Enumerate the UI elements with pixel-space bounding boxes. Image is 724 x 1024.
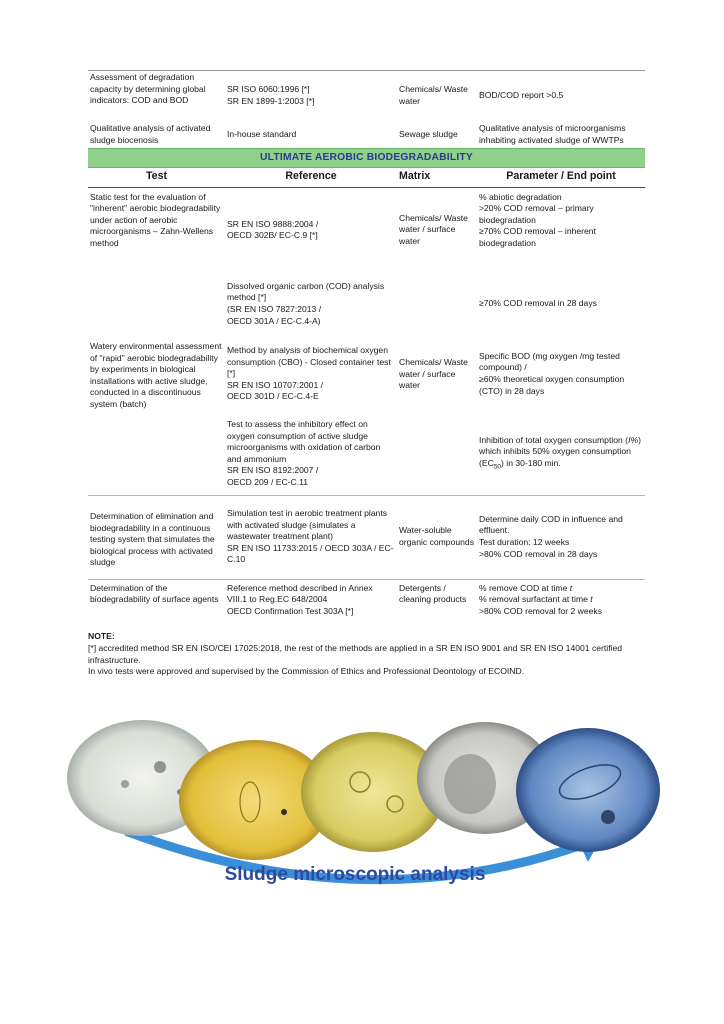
cell-parameter: Qualitative analysis of microorganisms inhabiting activated sludge of WWTPs xyxy=(479,123,626,145)
cell-matrix: Chemicals/ Waste water xyxy=(399,84,468,106)
table-row xyxy=(88,495,645,579)
banner-caption: Sludge microscopic analysis xyxy=(224,864,486,885)
cell-reference: Simulation test in aerobic treatment plants with activated sludge (simulates a wastewater treatment plant) SR EN ISO 11733:2015 / OECD 303A / EC-C.10 xyxy=(225,495,397,579)
methods-table-wrap xyxy=(88,70,645,619)
table-row xyxy=(88,122,645,148)
cell-reference: Dissolved organic carbon (COD) analysis method [*] (SR EN ISO 7827:2013 / OECD 301A / EC-C.4-A) xyxy=(227,280,385,326)
cell-reference: Reference method described in Annex VIII.1 to Reg.EC 648/2004 OECD Confirmation Test 303A [*] xyxy=(225,579,397,619)
note-title: NOTE: xyxy=(88,631,115,641)
header-reference: Reference xyxy=(225,167,397,187)
cell-reference: Method by analysis of biochemical oxygen consumption (CBO) - Closed container test [*] SR EN ISO 10707:2001 / OECD 301D / EC-C.4-E xyxy=(227,345,391,402)
cell-reference: In-house standard xyxy=(227,128,297,139)
micrograph-5 xyxy=(516,728,660,852)
header-matrix: Matrix xyxy=(397,167,477,187)
cell-parameter: Inhibition of total oxygen consumption (I%) which inhibits 50% oxygen consumption $(EC_{50})$ in 30-180 min. xyxy=(479,434,641,471)
section-title: ULTIMATE AEROBIC BIODEGRADABILITY xyxy=(88,148,645,167)
note-line: [*] accredited method SR EN ISO/CEI 17025:2018, the rest of the methods are applied in a SR EN ISO 9001 and SR EN ISO 14001 certified infrastructure. xyxy=(88,642,623,665)
cell-matrix: Chemicals/ Waste water / surface water xyxy=(399,212,468,247)
cell-test: Static test for the evaluation of "inherent" aerobic biodegradability under action of aerobic microorganisms – Zahn-Wellens method xyxy=(90,191,221,248)
cell-test: Assessment of degradation capacity by determining global indicators: COD and BOD xyxy=(90,72,206,106)
cell-matrix: Sewage sludge xyxy=(399,128,458,139)
section-band xyxy=(88,148,645,167)
table-row xyxy=(88,273,645,335)
note-line: In vivo tests were approved and supervised by the Commission of Ethics and Professional Deontology of ECOIND. xyxy=(88,666,525,677)
cell-parameter: Determine daily COD in influence and effluent. Test duration: 12 weeks >80% COD removal in 28 days xyxy=(477,495,645,579)
table-header-row xyxy=(88,167,645,187)
cell-matrix: Chemicals/ Waste water / surface water xyxy=(399,357,468,391)
cell-test: Qualitative analysis of activated sludge biocenosis xyxy=(90,123,211,145)
table-row xyxy=(88,70,645,122)
table-row xyxy=(88,579,645,619)
table-row xyxy=(88,335,645,413)
header-test: Test xyxy=(88,167,225,187)
cell-parameter: % abiotic degradation >20% COD removal – primary biodegradation ≥70% COD removal – inherent biodegradation xyxy=(479,191,596,248)
cell-test: Determination of elimination and biodegradability in a continuous testing system that simulates the biological process with activated sludge xyxy=(88,495,225,579)
cell-test: Watery environmental assessment of "rapid" aerobic biodegradability by experiments in biological installations with active sludge, conducted in a discontinuous system (batch) xyxy=(90,341,222,409)
header-parameter: Parameter / End point xyxy=(477,167,645,187)
cell-parameter: ≥70% COD removal in 28 days xyxy=(479,298,597,309)
cell-parameter: % remove COD at time t % removal surfactant at time t >80% COD removal for 2 weeks xyxy=(477,579,645,619)
note-block xyxy=(88,631,648,678)
microscopy-banner xyxy=(0,712,724,902)
cell-parameter: Specific BOD (mg oxygen /mg tested compound) / ≥60% theoretical oxygen consumption (CTO) in 28 days xyxy=(479,350,625,396)
cell-matrix: Water-soluble organic compounds xyxy=(397,495,477,579)
cell-test: Determination of the biodegradability of surface agents xyxy=(88,579,225,619)
cell-matrix: Detergents / cleaning products xyxy=(397,579,477,619)
methods-table xyxy=(88,70,645,619)
microscopy-illustration xyxy=(0,712,724,902)
cell-reference: SR ISO 6060:1996 [*] SR EN 1899-1:2003 [*] xyxy=(227,84,315,106)
cell-reference: SR EN ISO 9888:2004 / OECD 302B/ EC-C.9 [*] xyxy=(227,218,319,241)
table-row xyxy=(88,187,645,273)
cell-parameter: BOD/COD report >0.5 xyxy=(479,90,564,101)
cell-reference: Test to assess the inhibitory effect on oxygen consumption of active sludge microorganisms with oxidation of carbon and ammonium SR EN ISO 8192:2007 / OECD 209 / EC-C.11 xyxy=(227,418,381,487)
